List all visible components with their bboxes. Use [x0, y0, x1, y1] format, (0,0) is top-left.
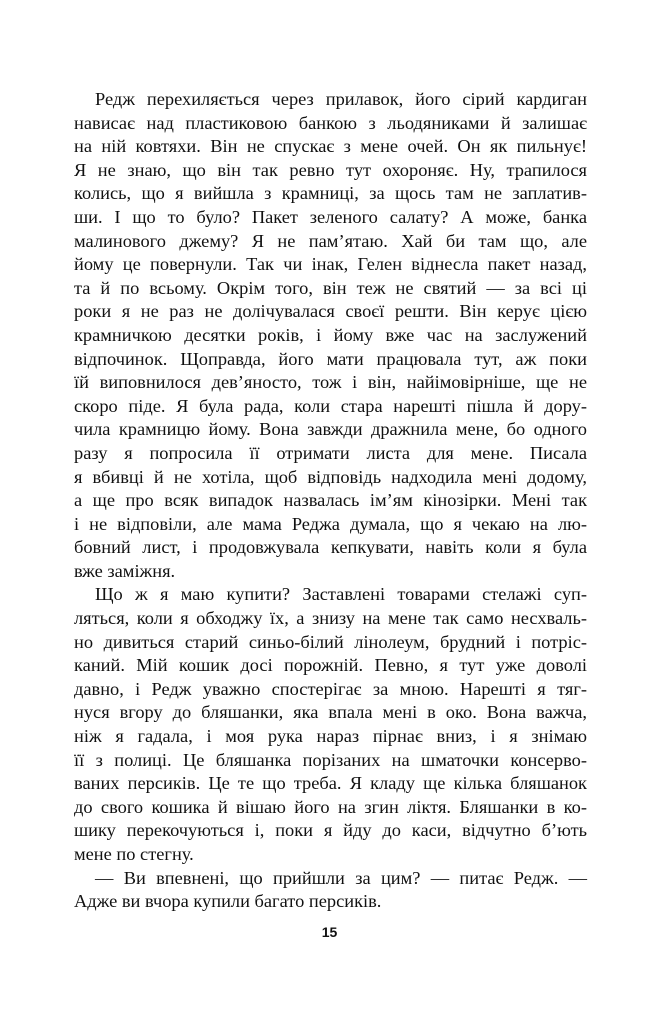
- text-line: ляться, коли я обходжу їх, а знизу на мене так само несхваль-: [74, 608, 587, 629]
- page-body: [74, 88, 587, 914]
- text-line: нависає над пластиковою банкою з льодяниками й залишає: [74, 112, 587, 133]
- text-line: крамничкою десятки років, і йому вже час на заслужений: [74, 324, 587, 345]
- text-line: Що ж я маю купити? Заставлені товарами стелажі суп-: [95, 584, 587, 605]
- text-line: її з полиці. Це бляшанка порізаних на шматочки консерво-: [74, 749, 587, 770]
- text-line: я вбивці й не хотіла, щоб відповідь надходила мені додому,: [74, 466, 587, 487]
- text-line: нуся вгору до бляшанки, яка впала мені в око. Вона важча,: [74, 702, 587, 723]
- text-line: на ній ковтяхи. Він не спускає з мене очей. Он як пильнує!: [74, 136, 587, 157]
- text-line: шику перекочуються і, поки я йду до каси, відчутно б’ють: [74, 820, 587, 841]
- text-line: до свого кошика й вішаю його на згин ліктя. Бляшанки в ко-: [74, 796, 587, 817]
- paragraph-2: [74, 583, 587, 866]
- text-line: та й по всьому. Окрім того, він теж не святий — за всі ці: [74, 277, 587, 298]
- text-line: каний. Мій кошик досі порожній. Певно, я тут уже доволі: [74, 655, 587, 676]
- text-line: колись, що я вийшла з крамниці, за щось там не заплатив-: [74, 183, 587, 204]
- text-line: а ще про всяк випадок назвалась ім’ям кінозірки. Мені так: [74, 490, 587, 511]
- text-line: Адже ви вчора купили багато персиків.: [74, 891, 382, 912]
- text-line: Редж перехиляється через прилавок, його сірий кардиган: [95, 89, 587, 109]
- text-line: відпочинок. Щоправда, його мати працювала тут, аж поки: [74, 348, 587, 369]
- text-line: їй виповнилося дев’яносто, тож і він, найімовірніше, ще не: [74, 372, 587, 393]
- text-line: ваних персиків. Це те що треба. Я кладу ще кілька бляшанок: [74, 773, 587, 794]
- text-line: малинового джему? Я не пам’ятаю. Хай би там що, але: [74, 230, 587, 251]
- paragraph-3: [74, 867, 587, 914]
- text-line: ши. І що то було? Пакет зеленого салату? А може, банка: [74, 206, 587, 227]
- text-line: ніж я гадала, і моя рука нараз пірнає вниз, і я знімаю: [74, 726, 587, 747]
- text-line: бовний лист, і продовжувала кепкувати, навіть коли я була: [74, 537, 587, 558]
- text-line: скоро піде. Я була рада, коли стара нарешті пішла й дору-: [74, 395, 587, 416]
- text-line: чила крамницю йому. Вона завжди дражнила мене, бо одного: [74, 419, 587, 440]
- text-line: і не відповіли, але мама Реджа думала, що я чекаю на лю-: [74, 513, 587, 534]
- text-line: Я не знаю, що він так ревно тут охороняє. Ну, трапилося: [74, 159, 587, 180]
- text-line: йому це повернули. Так чи інак, Гелен віднесла пакет назад,: [74, 254, 587, 275]
- paragraph-1: [74, 88, 587, 583]
- text-line: разу я попросила її отримати листа для мене. Писала: [74, 442, 587, 463]
- text-line: мене по стегну.: [74, 844, 194, 864]
- page-number: 15: [321, 924, 338, 940]
- text-line: — Ви впевнені, що прийшли за цим? — питає Редж. —: [95, 867, 587, 888]
- text-line: роки я не раз не долічувалася своєї решти. Він керує цією: [74, 301, 587, 322]
- text-line: вже заміжня.: [74, 560, 176, 581]
- text-line: но дивиться старий синьо-білий лінолеум, брудний і потріс-: [74, 631, 587, 652]
- text-line: давно, і Редж уважно спостерігає за мною. Нарешті я тяг-: [74, 678, 587, 699]
